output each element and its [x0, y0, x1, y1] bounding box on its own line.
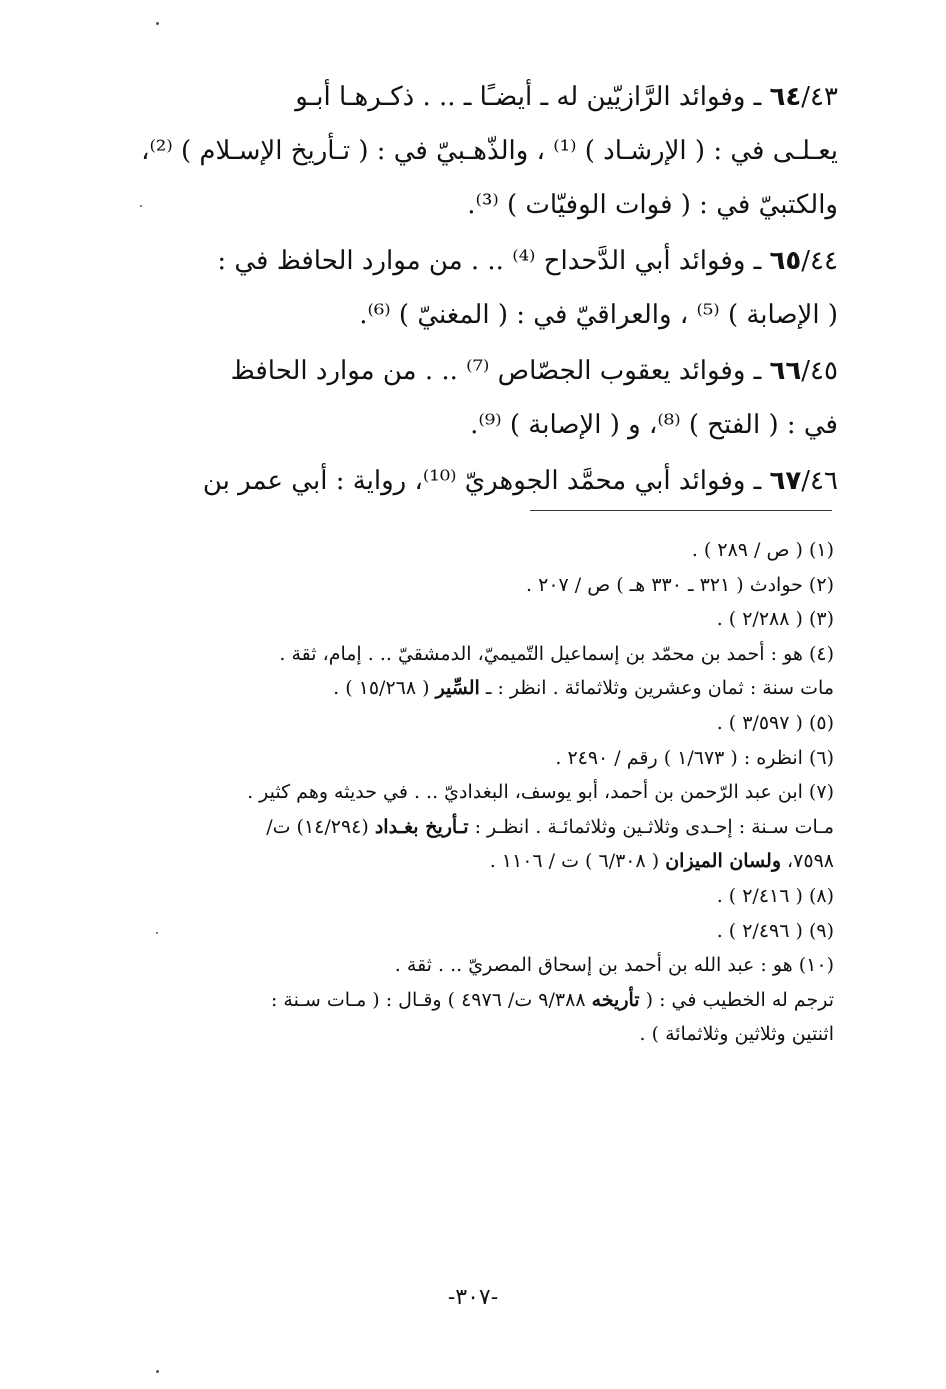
- footnotes: [118, 533, 834, 1052]
- entry-67: [112, 454, 838, 508]
- entry-66: [112, 344, 838, 452]
- book-title: ولسان الميزان: [665, 850, 781, 873]
- entry-line: /٤٦ ـ وفوائد أبي محمَّد الجوهريّ ⁽¹⁰⁾، رواية : أبي عمر بن: [202, 466, 838, 496]
- footnote-text: ( ٦/٣٠٨ ) ت / ١١٠٦ .: [489, 850, 666, 873]
- footnote-text: ( ١٥/٢٦٨ ) .: [333, 677, 436, 700]
- entry-64: [112, 70, 838, 232]
- footnote-10: (١٠) هو : عبد الله بن أحمد بن إسحاق المصريّ .. . ثقة .: [394, 954, 834, 977]
- book-title: تـأريخ بغـداد: [374, 815, 469, 838]
- entry-line: /٤٥ ـ وفوائد يعقوب الجصّاص ⁽⁷⁾ .. . من موارد الحافظ: [230, 356, 838, 386]
- entry-number: ٦٧: [769, 466, 802, 496]
- footnote-2: (٢) حوادث ( ٣٢١ ـ ٣٣٠ هـ ) ص / ٢٠٧ .: [526, 573, 834, 596]
- footnote-text: ترجم له الخطيب في : (: [639, 988, 834, 1011]
- entry-number: ٦٦: [769, 356, 802, 386]
- scan-speck: [156, 1370, 159, 1373]
- footnote-10-continued: اثنتين وثلاثين وثلاثمائة ) .: [639, 1023, 834, 1046]
- footnote-text: (١٤/٢٩٤) ت/: [266, 815, 375, 838]
- footnote-9: (٩) ( ٢/٤٩٦ ) .: [716, 919, 834, 942]
- footnote-6: (٦) انظره : ( ١/٦٧٣ ) رقم / ٢٤٩٠ .: [555, 746, 834, 769]
- footnote-separator: [530, 510, 832, 511]
- footnote-7-continued: [118, 810, 834, 845]
- entry-line: يعـلـى في : ( الإرشـاد ) ⁽¹⁾ ، والذّهـبيّ في : ( تـأريخ الإسـلام ) ⁽²⁾،: [141, 136, 838, 166]
- book-title: تأريخه: [591, 988, 640, 1011]
- entry-number: ٦٤: [769, 82, 802, 112]
- footnote-10-continued: [118, 983, 834, 1018]
- footnote-7: (٧) ابن عبد الرّحمن بن أحمد، أبو يوسف، البغداديّ .. . في حديثه وهم كثير .: [247, 781, 834, 804]
- footnote-8: (٨) ( ٢/٤١٦ ) .: [716, 884, 834, 907]
- entry-line: في : ( الفتح ) ⁽⁸⁾، و ( الإصابة ) ⁽⁹⁾.: [470, 410, 838, 440]
- footnote-text: ٧٥٩٨،: [781, 850, 834, 873]
- scan-speck: [156, 22, 159, 25]
- entry-number: ٦٥: [769, 246, 802, 276]
- footnote-text: ٩/٣٨٨ ت/ ٤٩٧٦ ) وقـال : ( مـات سـنة :: [270, 988, 592, 1011]
- footnote-text: مـات سـنة : إحـدى وثلاثـين وثلاثمائـة . انظـر :: [468, 815, 834, 838]
- footnote-3: (٣) ( ٢/٢٨٨ ) .: [716, 608, 834, 631]
- entry-line: ( الإصابة ) ⁽⁵⁾ ، والعراقيّ في : ( المغنيّ ) ⁽⁶⁾.: [359, 300, 838, 330]
- page-number: -٣٠٧-: [447, 1285, 499, 1310]
- footnote-5: (٥) ( ٣/٥٩٧ ) .: [716, 711, 834, 734]
- footnote-1: (١) ( ص / ٢٨٩ ) .: [691, 539, 834, 561]
- entry-line: والكتبيّ في : ( فوات الوفيّات ) ⁽³⁾.: [467, 190, 838, 220]
- footnote-7-continued: [118, 844, 834, 879]
- entry-line: /٤٣ ـ وفوائد الرَّازيّين له ـ أيضـًا ـ .. . ذكـرهـا أبـو: [295, 82, 838, 112]
- book-title: السِّير: [435, 677, 480, 700]
- footnote-text: مات سنة : ثمان وعشرين وثلاثمائة . انظر : ـ: [479, 677, 834, 700]
- entry-65: [112, 234, 838, 342]
- footnote-4-continued: [118, 671, 834, 706]
- main-text: [112, 70, 838, 510]
- entry-line: /٤٤ ـ وفوائد أبي الدَّحداح ⁽⁴⁾ .. . من موارد الحافظ في :: [217, 246, 838, 276]
- footnote-4: (٤) هو : أحمد بن محمّد بن إسماعيل التّميميّ، الدمشقيّ .. . إمام، ثقة .: [279, 642, 834, 665]
